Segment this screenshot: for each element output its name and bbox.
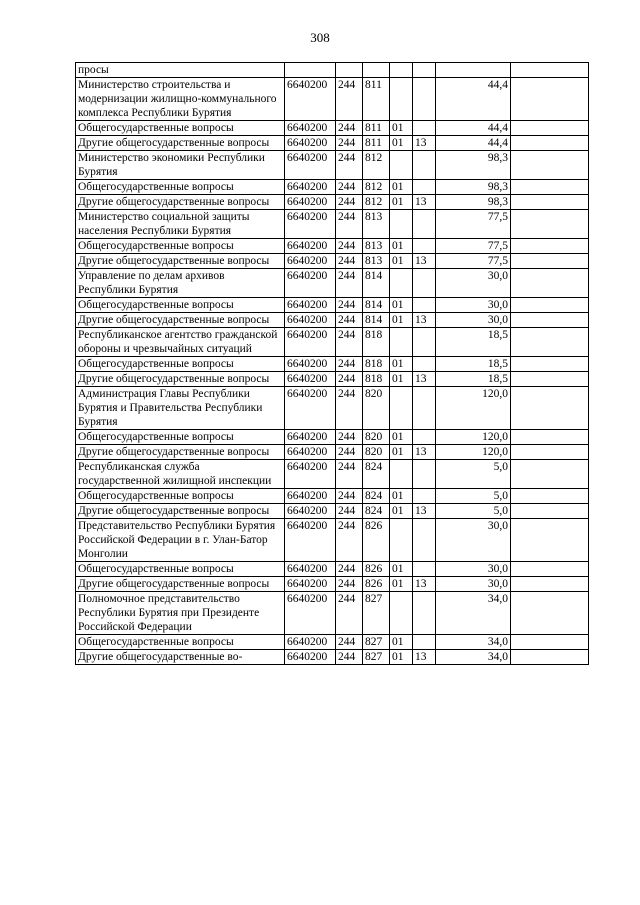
subsection-cell: [413, 489, 436, 504]
section-cell: 01: [390, 504, 413, 519]
admin-code-cell: [363, 63, 390, 78]
section-cell: 01: [390, 239, 413, 254]
expense-type-cell: [336, 63, 363, 78]
row-name-cell: Общегосударственные вопросы: [76, 489, 285, 504]
empty-cell: [511, 577, 589, 592]
subsection-cell: 13: [413, 577, 436, 592]
section-cell: [390, 328, 413, 357]
expense-type-cell: 244: [336, 210, 363, 239]
target-article-cell: 6640200: [285, 489, 336, 504]
admin-code-cell: 818: [363, 328, 390, 357]
expense-type-cell: 244: [336, 195, 363, 210]
table-row: [76, 210, 589, 239]
subsection-cell: [413, 63, 436, 78]
section-cell: [390, 460, 413, 489]
expense-type-cell: 244: [336, 519, 363, 562]
expense-type-cell: 244: [336, 328, 363, 357]
empty-cell: [511, 635, 589, 650]
amount-cell: 30,0: [436, 519, 511, 562]
subsection-cell: [413, 210, 436, 239]
subsection-cell: [413, 180, 436, 195]
target-article-cell: 6640200: [285, 78, 336, 121]
expense-type-cell: 244: [336, 136, 363, 151]
subsection-cell: 13: [413, 445, 436, 460]
target-article-cell: 6640200: [285, 328, 336, 357]
amount-cell: 34,0: [436, 635, 511, 650]
section-cell: 01: [390, 195, 413, 210]
admin-code-cell: 813: [363, 239, 390, 254]
row-name-cell: Другие общегосударственные вопросы: [76, 136, 285, 151]
expense-type-cell: 244: [336, 269, 363, 298]
target-article-cell: [285, 63, 336, 78]
target-article-cell: 6640200: [285, 239, 336, 254]
empty-cell: [511, 445, 589, 460]
subsection-cell: [413, 387, 436, 430]
row-name-cell: Другие общегосударственные во-: [76, 650, 285, 665]
admin-code-cell: 812: [363, 151, 390, 180]
empty-cell: [511, 562, 589, 577]
amount-cell: 30,0: [436, 298, 511, 313]
section-cell: [390, 519, 413, 562]
subsection-cell: [413, 269, 436, 298]
amount-cell: 5,0: [436, 489, 511, 504]
row-name-cell: Министерство социальной защиты населения Республики Бурятия: [76, 210, 285, 239]
table-row: [76, 592, 589, 635]
row-name-cell: Полномочное представительство Республики Бурятия при Президенте Российской Федерации: [76, 592, 285, 635]
subsection-cell: [413, 121, 436, 136]
admin-code-cell: 812: [363, 195, 390, 210]
subsection-cell: [413, 592, 436, 635]
empty-cell: [511, 78, 589, 121]
section-cell: [390, 592, 413, 635]
table-body: [76, 63, 589, 665]
empty-cell: [511, 136, 589, 151]
amount-cell: 18,5: [436, 357, 511, 372]
section-cell: 01: [390, 136, 413, 151]
amount-cell: 34,0: [436, 592, 511, 635]
target-article-cell: 6640200: [285, 269, 336, 298]
subsection-cell: [413, 635, 436, 650]
table-row: [76, 372, 589, 387]
admin-code-cell: 820: [363, 430, 390, 445]
amount-cell: 120,0: [436, 445, 511, 460]
table-row: [76, 445, 589, 460]
row-name-cell: Другие общегосударственные вопросы: [76, 195, 285, 210]
table-row: [76, 577, 589, 592]
subsection-cell: [413, 328, 436, 357]
table-row: [76, 562, 589, 577]
amount-cell: 98,3: [436, 195, 511, 210]
admin-code-cell: 811: [363, 136, 390, 151]
row-name-cell: Другие общегосударственные вопросы: [76, 372, 285, 387]
row-name-cell: Другие общегосударственные вопросы: [76, 313, 285, 328]
expense-type-cell: 244: [336, 592, 363, 635]
empty-cell: [511, 519, 589, 562]
empty-cell: [511, 372, 589, 387]
subsection-cell: [413, 357, 436, 372]
admin-code-cell: 827: [363, 650, 390, 665]
section-cell: [390, 151, 413, 180]
empty-cell: [511, 180, 589, 195]
expense-type-cell: 244: [336, 387, 363, 430]
target-article-cell: 6640200: [285, 650, 336, 665]
subsection-cell: 13: [413, 136, 436, 151]
row-name-cell: Другие общегосударственные вопросы: [76, 577, 285, 592]
amount-cell: 18,5: [436, 372, 511, 387]
row-name-cell: Министерство строительства и модернизации жилищно-коммунального комплекса Республики Бурятия: [76, 78, 285, 121]
admin-code-cell: 826: [363, 562, 390, 577]
row-name-cell: Общегосударственные вопросы: [76, 298, 285, 313]
subsection-cell: [413, 239, 436, 254]
section-cell: 01: [390, 577, 413, 592]
table-row: [76, 298, 589, 313]
admin-code-cell: 824: [363, 460, 390, 489]
admin-code-cell: 820: [363, 445, 390, 460]
table-row: [76, 195, 589, 210]
amount-cell: 34,0: [436, 650, 511, 665]
empty-cell: [511, 460, 589, 489]
row-name-cell: Общегосударственные вопросы: [76, 562, 285, 577]
table-row: [76, 78, 589, 121]
admin-code-cell: 811: [363, 78, 390, 121]
target-article-cell: 6640200: [285, 592, 336, 635]
row-name-cell: Общегосударственные вопросы: [76, 121, 285, 136]
admin-code-cell: 824: [363, 504, 390, 519]
admin-code-cell: 813: [363, 210, 390, 239]
amount-cell: 77,5: [436, 239, 511, 254]
section-cell: 01: [390, 635, 413, 650]
empty-cell: [511, 63, 589, 78]
amount-cell: 30,0: [436, 269, 511, 298]
expense-type-cell: 244: [336, 445, 363, 460]
target-article-cell: 6640200: [285, 313, 336, 328]
table-row: [76, 650, 589, 665]
expense-type-cell: 244: [336, 180, 363, 195]
table-row: [76, 63, 589, 78]
admin-code-cell: 820: [363, 387, 390, 430]
target-article-cell: 6640200: [285, 298, 336, 313]
expense-type-cell: 244: [336, 78, 363, 121]
admin-code-cell: 814: [363, 298, 390, 313]
expense-type-cell: 244: [336, 430, 363, 445]
empty-cell: [511, 239, 589, 254]
amount-cell: 98,3: [436, 180, 511, 195]
target-article-cell: 6640200: [285, 504, 336, 519]
expense-type-cell: 244: [336, 254, 363, 269]
table-row: [76, 635, 589, 650]
amount-cell: 44,4: [436, 121, 511, 136]
table-row: [76, 460, 589, 489]
table-row: [76, 328, 589, 357]
admin-code-cell: 826: [363, 519, 390, 562]
target-article-cell: 6640200: [285, 180, 336, 195]
section-cell: 01: [390, 357, 413, 372]
empty-cell: [511, 430, 589, 445]
section-cell: 01: [390, 313, 413, 328]
target-article-cell: 6640200: [285, 519, 336, 562]
subsection-cell: [413, 562, 436, 577]
subsection-cell: 13: [413, 504, 436, 519]
table-row: [76, 239, 589, 254]
amount-cell: 5,0: [436, 460, 511, 489]
empty-cell: [511, 592, 589, 635]
table-row: [76, 121, 589, 136]
empty-cell: [511, 254, 589, 269]
subsection-cell: 13: [413, 372, 436, 387]
admin-code-cell: 818: [363, 372, 390, 387]
section-cell: 01: [390, 254, 413, 269]
expense-type-cell: 244: [336, 489, 363, 504]
empty-cell: [511, 387, 589, 430]
row-name-cell: Представительство Республики Бурятия Российской Федерации в г. Улан-Батор Монголии: [76, 519, 285, 562]
admin-code-cell: 813: [363, 254, 390, 269]
empty-cell: [511, 195, 589, 210]
empty-cell: [511, 210, 589, 239]
expense-type-cell: 244: [336, 121, 363, 136]
target-article-cell: 6640200: [285, 254, 336, 269]
section-cell: [390, 269, 413, 298]
admin-code-cell: 827: [363, 635, 390, 650]
amount-cell: 44,4: [436, 136, 511, 151]
amount-cell: 77,5: [436, 254, 511, 269]
table-row: [76, 136, 589, 151]
amount-cell: 44,4: [436, 78, 511, 121]
section-cell: 01: [390, 562, 413, 577]
table-row: [76, 519, 589, 562]
section-cell: [390, 387, 413, 430]
amount-cell: 18,5: [436, 328, 511, 357]
expense-type-cell: 244: [336, 372, 363, 387]
row-name-cell: Другие общегосударственные вопросы: [76, 504, 285, 519]
empty-cell: [511, 269, 589, 298]
target-article-cell: 6640200: [285, 445, 336, 460]
row-name-cell: Администрация Главы Республики Бурятия и Правительства Республики Бурятия: [76, 387, 285, 430]
empty-cell: [511, 504, 589, 519]
target-article-cell: 6640200: [285, 136, 336, 151]
target-article-cell: 6640200: [285, 577, 336, 592]
table-row: [76, 313, 589, 328]
empty-cell: [511, 298, 589, 313]
expense-type-cell: 244: [336, 313, 363, 328]
amount-cell: 98,3: [436, 151, 511, 180]
table-row: [76, 269, 589, 298]
page-number: 308: [310, 30, 330, 45]
expense-type-cell: 244: [336, 298, 363, 313]
subsection-cell: [413, 298, 436, 313]
row-name-cell: Другие общегосударственные вопросы: [76, 254, 285, 269]
subsection-cell: 13: [413, 313, 436, 328]
table-row: [76, 504, 589, 519]
section-cell: 01: [390, 445, 413, 460]
section-cell: 01: [390, 298, 413, 313]
table-row: [76, 387, 589, 430]
target-article-cell: 6640200: [285, 372, 336, 387]
row-name-cell: Общегосударственные вопросы: [76, 430, 285, 445]
admin-code-cell: 827: [363, 592, 390, 635]
amount-cell: 120,0: [436, 430, 511, 445]
expense-type-cell: 244: [336, 562, 363, 577]
row-name-cell: Общегосударственные вопросы: [76, 180, 285, 195]
expense-type-cell: 244: [336, 460, 363, 489]
section-cell: [390, 63, 413, 78]
row-name-cell: Управление по делам архивов Республики Бурятия: [76, 269, 285, 298]
target-article-cell: 6640200: [285, 430, 336, 445]
section-cell: 01: [390, 372, 413, 387]
expense-type-cell: 244: [336, 151, 363, 180]
amount-cell: [436, 63, 511, 78]
empty-cell: [511, 489, 589, 504]
empty-cell: [511, 328, 589, 357]
section-cell: 01: [390, 430, 413, 445]
admin-code-cell: 812: [363, 180, 390, 195]
subsection-cell: 13: [413, 650, 436, 665]
expense-type-cell: 244: [336, 635, 363, 650]
subsection-cell: [413, 430, 436, 445]
subsection-cell: [413, 519, 436, 562]
section-cell: 01: [390, 180, 413, 195]
amount-cell: 77,5: [436, 210, 511, 239]
amount-cell: 30,0: [436, 577, 511, 592]
subsection-cell: 13: [413, 254, 436, 269]
admin-code-cell: 811: [363, 121, 390, 136]
section-cell: 01: [390, 650, 413, 665]
target-article-cell: 6640200: [285, 151, 336, 180]
expense-type-cell: 244: [336, 577, 363, 592]
expense-type-cell: 244: [336, 357, 363, 372]
target-article-cell: 6640200: [285, 387, 336, 430]
subsection-cell: [413, 151, 436, 180]
amount-cell: 5,0: [436, 504, 511, 519]
amount-cell: 30,0: [436, 562, 511, 577]
target-article-cell: 6640200: [285, 210, 336, 239]
target-article-cell: 6640200: [285, 195, 336, 210]
subsection-cell: [413, 460, 436, 489]
amount-cell: 30,0: [436, 313, 511, 328]
admin-code-cell: 818: [363, 357, 390, 372]
empty-cell: [511, 121, 589, 136]
table-row: [76, 489, 589, 504]
table-row: [76, 357, 589, 372]
admin-code-cell: 826: [363, 577, 390, 592]
row-name-cell: Республиканское агентство гражданской обороны и чрезвычайных ситуаций: [76, 328, 285, 357]
empty-cell: [511, 151, 589, 180]
target-article-cell: 6640200: [285, 357, 336, 372]
expense-type-cell: 244: [336, 504, 363, 519]
section-cell: [390, 210, 413, 239]
admin-code-cell: 824: [363, 489, 390, 504]
admin-code-cell: 814: [363, 313, 390, 328]
empty-cell: [511, 313, 589, 328]
section-cell: 01: [390, 121, 413, 136]
section-cell: [390, 78, 413, 121]
table-row: [76, 151, 589, 180]
empty-cell: [511, 357, 589, 372]
table-row: [76, 254, 589, 269]
expense-type-cell: 244: [336, 239, 363, 254]
empty-cell: [511, 650, 589, 665]
row-name-cell: Общегосударственные вопросы: [76, 239, 285, 254]
expense-type-cell: 244: [336, 650, 363, 665]
row-name-cell: Общегосударственные вопросы: [76, 357, 285, 372]
target-article-cell: 6640200: [285, 121, 336, 136]
row-name-cell: Министерство экономики Республики Бурятия: [76, 151, 285, 180]
admin-code-cell: 814: [363, 269, 390, 298]
table-row: [76, 180, 589, 195]
target-article-cell: 6640200: [285, 635, 336, 650]
row-name-cell: Общегосударственные вопросы: [76, 635, 285, 650]
subsection-cell: [413, 78, 436, 121]
row-name-cell: Другие общегосударственные вопросы: [76, 445, 285, 460]
row-name-cell: Республиканская служба государственной жилищной инспекции: [76, 460, 285, 489]
subsection-cell: 13: [413, 195, 436, 210]
section-cell: 01: [390, 489, 413, 504]
target-article-cell: 6640200: [285, 562, 336, 577]
amount-cell: 120,0: [436, 387, 511, 430]
table-row: [76, 430, 589, 445]
budget-table: [75, 62, 589, 665]
target-article-cell: 6640200: [285, 460, 336, 489]
row-name-cell: просы: [76, 63, 285, 78]
